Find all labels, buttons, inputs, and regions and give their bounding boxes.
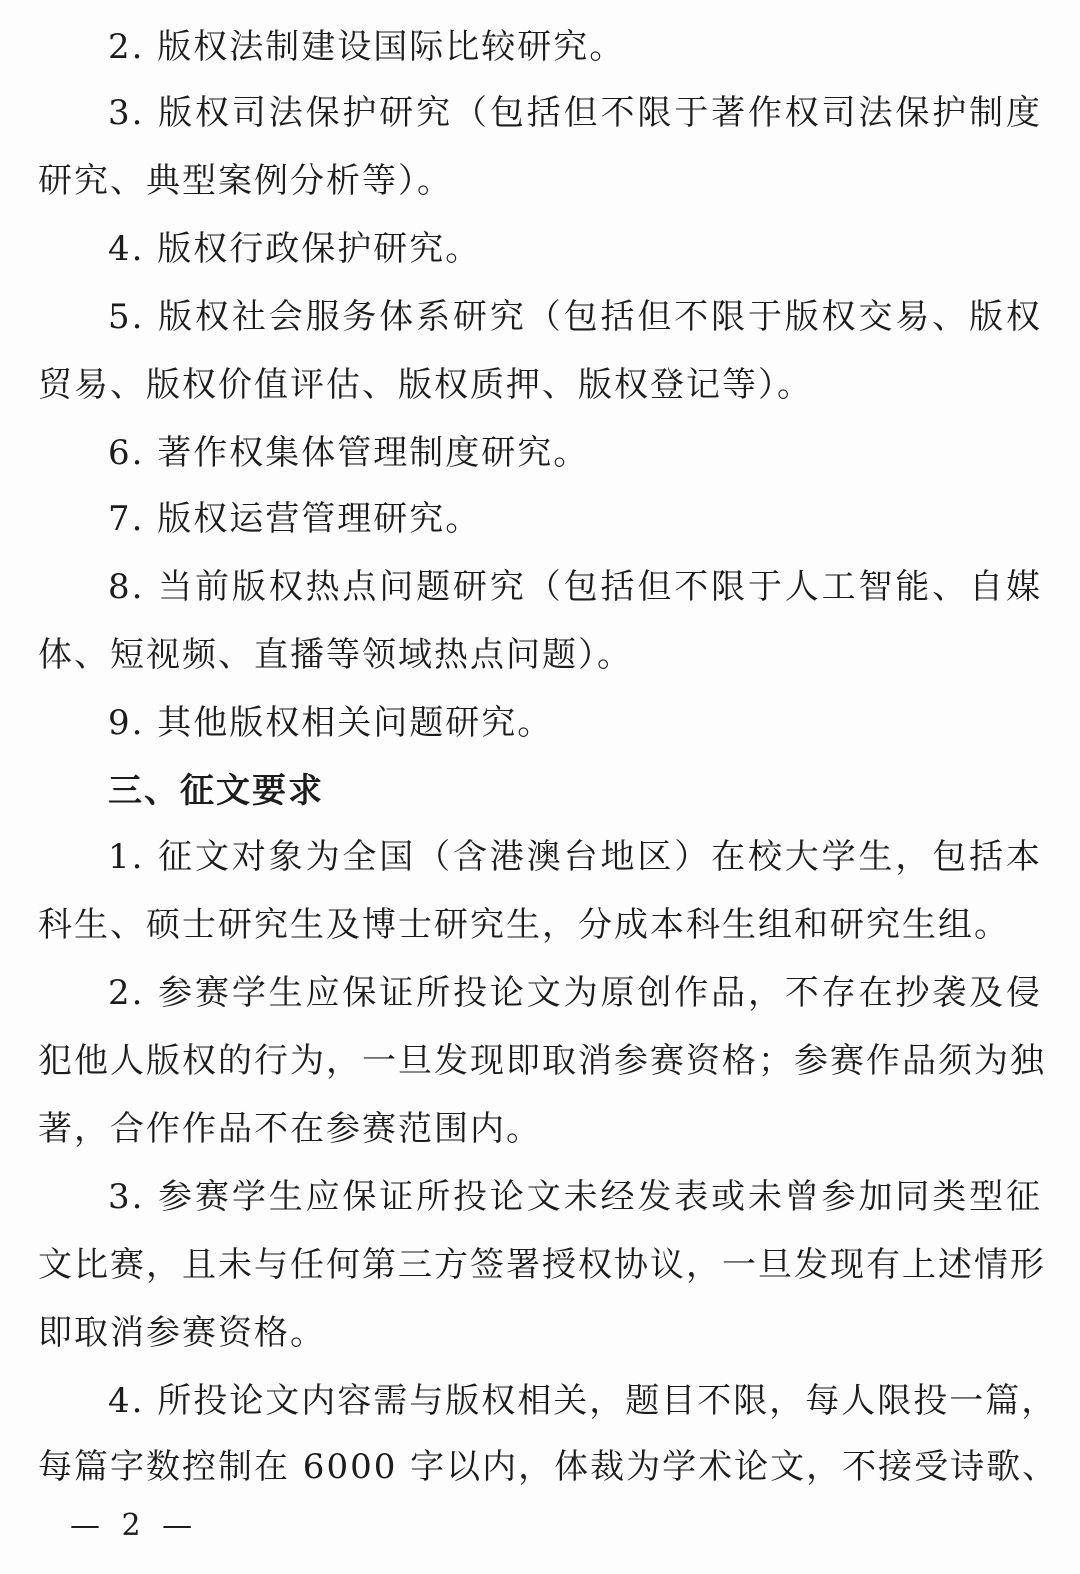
list-item-5-line2: 贸易、版权价值评估、版权质押、版权登记等）。: [38, 365, 813, 405]
list-item-7: 7. 版权运营管理研究。: [108, 499, 482, 539]
requirement-2-line3: 著，合作作品不在参赛范围内。: [38, 1109, 542, 1149]
requirement-4-line2: 每篇字数控制在 6000 字以内，体裁为学术论文，不接受诗歌、: [38, 1447, 1059, 1487]
requirement-4-line1: 4. 所投论文内容需与版权相关，题目不限，每人限投一篇，: [108, 1381, 1058, 1421]
requirement-1-line1: 1. 征文对象为全国（含港澳台地区）在校大学生，包括本: [108, 837, 1042, 877]
list-item-5-line1: 5. 版权社会服务体系研究（包括但不限于版权交易、版权: [108, 297, 1042, 337]
list-item-8-line2: 体、短视频、直播等领域热点问题）。: [38, 635, 633, 675]
list-item-8-line1: 8. 当前版权热点问题研究（包括但不限于人工智能、自媒: [108, 567, 1042, 607]
list-item-2: 2. 版权法制建设国际比较研究。: [108, 27, 626, 67]
list-item-9: 9. 其他版权相关问题研究。: [108, 703, 554, 743]
list-item-4: 4. 版权行政保护研究。: [108, 229, 482, 269]
requirement-1-line2: 科生、硕士研究生及博士研究生，分成本科生组和研究生组。: [38, 905, 1010, 945]
section-heading: 三、征文要求: [108, 771, 324, 811]
requirement-3-line3: 即取消参赛资格。: [38, 1313, 326, 1353]
requirement-3-line2: 文比赛，且未与任何第三方签署授权协议，一旦发现有上述情形: [38, 1245, 1046, 1285]
list-item-3-line1: 3. 版权司法保护研究（包括但不限于著作权司法保护制度: [108, 93, 1042, 133]
list-item-6: 6. 著作权集体管理制度研究。: [108, 433, 590, 473]
list-item-3-line2: 研究、典型案例分析等）。: [38, 161, 453, 201]
requirement-2-line1: 2. 参赛学生应保证所投论文为原创作品，不存在抄袭及侵: [108, 973, 1042, 1013]
requirement-2-line2: 犯他人版权的行为，一旦发现即取消参赛资格；参赛作品须为独: [38, 1041, 1046, 1081]
requirement-3-line1: 3. 参赛学生应保证所投论文未经发表或未曾参加同类型征: [108, 1177, 1042, 1217]
page-number: — 2 —: [70, 1508, 199, 1543]
